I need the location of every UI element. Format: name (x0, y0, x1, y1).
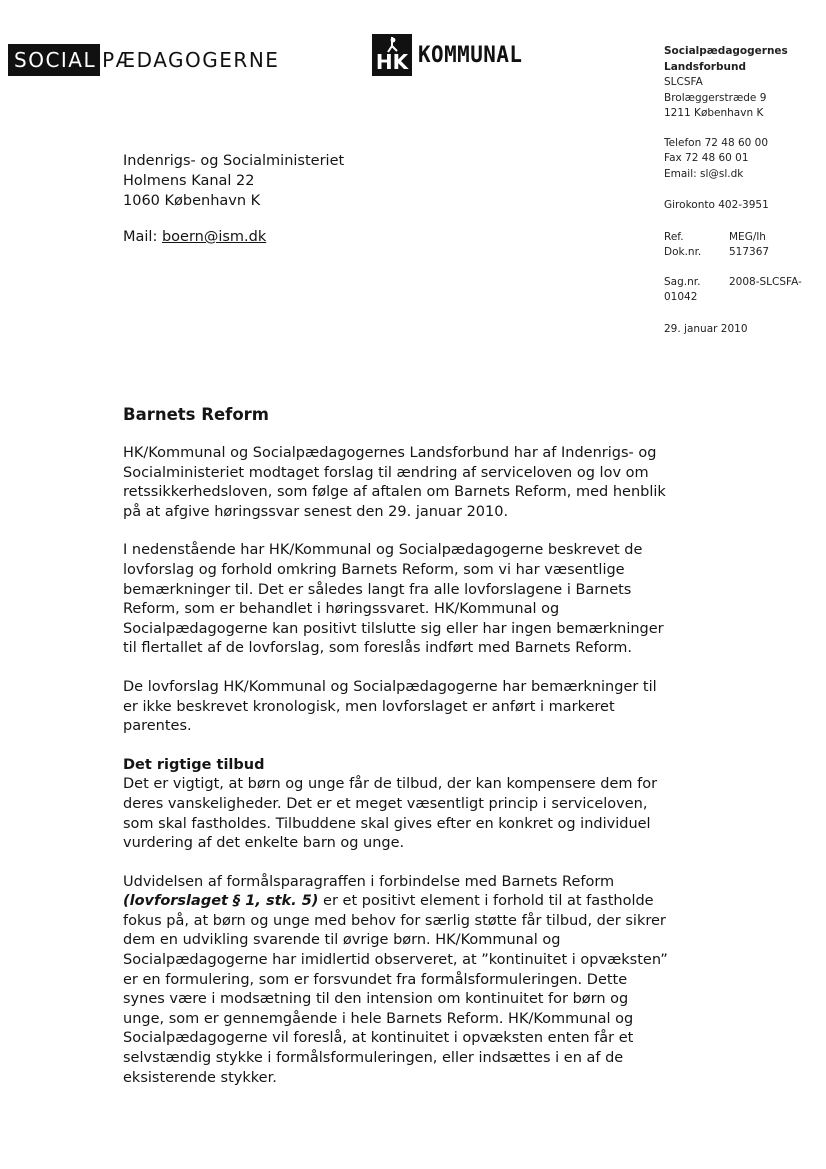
sender-email: Email: sl@sl.dk (664, 167, 744, 180)
dok-label: Dok.nr. (664, 246, 702, 258)
hk-logo-mark (372, 34, 412, 76)
hk-wordmark: KOMMUNAL (418, 42, 523, 68)
recipient-line2: Holmens Kanal 22 (123, 173, 255, 189)
paragraph-5 (123, 873, 668, 1089)
mail-link[interactable]: boern@ism.dk (161, 229, 267, 245)
paragraph-5-start: Udvidelsen af formålsparagraffen i forbindelse med Barnets Reform (123, 873, 615, 890)
letter-title: Barnets Reform (123, 405, 269, 424)
hk-figure-icon (372, 34, 412, 76)
sender-phone: Telefon 72 48 60 00 (664, 136, 769, 149)
law-reference: (lovforslaget § 1, stk. 5) (123, 893, 319, 910)
sender-unit: SLCSFA (664, 76, 703, 88)
sender-fax: Fax 72 48 60 01 (664, 152, 749, 164)
hk-kommunal-logo (372, 34, 528, 76)
sender-city: 1211 København K (664, 107, 764, 119)
paragraph-3: De lovforslag HK/Kommunal og Socialpædagogerne har bemærkninger til er ikke beskrevet kronologisk, men lovforslaget er anført i markeret parentes. (123, 678, 657, 735)
sag-label: Sag.nr. (664, 275, 701, 288)
paragraph-2: I nedenstående har HK/Kommunal og Socialpædagogerne beskrevet de lovforslag og forhold omkring Barnets Reform, som vi har væsentlige bemærkninger til. Det er således langt fra alle lovforslagene i Barnets Reform, som er behandlet i høringssvaret. HK/Kommunal og Socialpædagogerne kan positivt tilslutte sig eller har ingen bemærkninger til flertallet af de lovforslag, som foreslås indført med Barnets Reform. (123, 542, 664, 657)
letter-date: 29. januar 2010 (664, 322, 748, 335)
sag-value: 2008-SLCSFA- (729, 275, 802, 288)
recipient-line1: Indenrigs- og Socialministeriet (123, 153, 345, 169)
ref-row (664, 230, 814, 246)
letter-body (123, 404, 668, 1107)
ref-value: MEG/lh (729, 230, 766, 243)
paragraph-4: Det er vigtigt, at børn og unge får de tilbud, der kan kompensere dem for deres vanskeligheder. Det er et meget væsentligt princip i serviceloven, som skal fastholdes. Tilbuddene skal gives efter en konkret og individuel vurdering af det enkelte barn og unge. (123, 776, 658, 852)
sender-org-line2: Landsforbund (664, 60, 746, 73)
recipient-line3: 1060 København K (123, 193, 261, 209)
ref-label: Ref. (664, 230, 684, 243)
logo-social-box: SOCIAL (8, 44, 100, 76)
sender-street: Brolæggerstræde 9 (664, 91, 767, 104)
logo-social-rest: PÆDAGOGERNE (102, 48, 280, 72)
recipient-block (123, 151, 344, 247)
sag-value-cont: 01042 (664, 291, 698, 303)
sender-block (664, 44, 814, 337)
paragraph-5-end: er et positivt element i forhold til at fastholde fokus på, at børn og unge med behov for særlig støtte får tilbud, der sikrer dem en udvikling svarende til øvrige børn. HK/Kommunal og Socialpædagogerne har imidlertid observeret, at ”kontinuitet i opvæksten” er en formulering, som er forsvundet fra formålsformuleringen. Dette synes være i modsætning til den intension om kontinuitet for børn og unge, som er gennemgående i hele Barnets Reform. HK/Kommunal og Socialpædagogerne vil foreslå, at kontinuitet i opvæksten enten får et selvstændig stykke i formålsformuleringen, eller indsættes i en af de eksisterende stykker. (123, 893, 668, 1086)
sag-row (664, 275, 814, 291)
sender-giro: Girokonto 402-3951 (664, 199, 769, 211)
dok-row (664, 245, 814, 261)
recipient-mail-row (123, 227, 344, 247)
sender-org-line1: Socialpædagogernes (664, 45, 788, 57)
dok-value: 517367 (729, 246, 770, 258)
paragraph-1: HK/Kommunal og Socialpædagogernes Landsforbund har af Indenrigs- og Socialministeriet modtaget forslag til ændring af serviceloven og lov om retssikkerhedsloven, som følge af aftalen om Barnets Reform, med henblik på at afgive høringssvar senest den 29. januar 2010. (123, 445, 666, 520)
mail-label: Mail: (123, 229, 162, 245)
hk-mark-text: HK (375, 50, 409, 74)
section-heading: Det rigtige tilbud (123, 756, 265, 773)
socialpaedagogerne-logo (8, 44, 279, 76)
